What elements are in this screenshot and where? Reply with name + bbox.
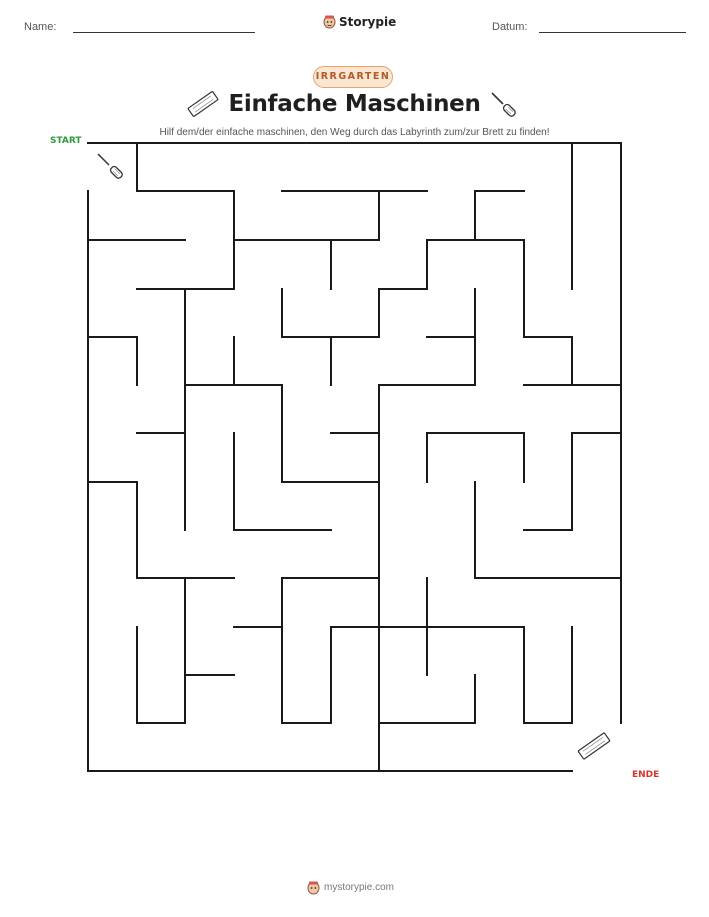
footer — [307, 880, 394, 895]
maze-start-screwdriver-icon — [98, 154, 123, 179]
category-badge: IRRGARTEN — [313, 66, 393, 88]
logo-text: Storypie — [339, 14, 397, 29]
instruction-text: Hilf dem/der einfache maschinen, den Weg durch das Labyrinth zum/zur Brett zu finden! — [159, 127, 550, 138]
name-label: Name: — [24, 21, 57, 33]
maze-end-label: ENDE — [632, 770, 660, 780]
date-label: Datum: — [492, 21, 528, 33]
maze-end-plank-icon — [578, 733, 610, 760]
page-title: Einfache Maschinen — [228, 91, 481, 117]
storypie-mascot-icon — [307, 880, 320, 895]
maze-walls — [88, 143, 621, 771]
footer-url[interactable]: mystorypie.com — [324, 882, 395, 893]
maze-start-label: START — [50, 136, 82, 146]
